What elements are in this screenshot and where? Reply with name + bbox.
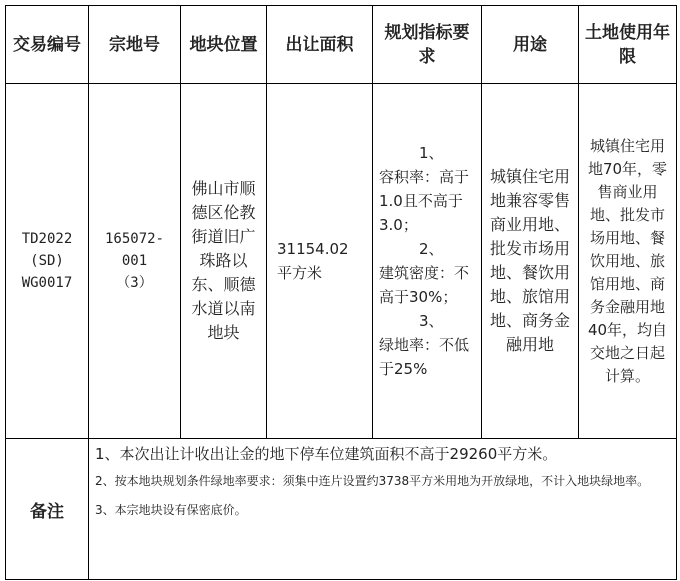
parcel-no-cell: 165072- 001 （3） xyxy=(89,84,181,439)
remark-note-2: 2、按本地块规划条件绿地率要求：须集中连片设置约3738平方米用地为开放绿地，不计入地块绿地率。 xyxy=(95,474,650,488)
remark-label: 备注 xyxy=(6,439,89,580)
remark-note-3: 3、本宗地块设有保密底价。 xyxy=(95,503,247,517)
header-row xyxy=(6,6,677,84)
planning-item-text: 建筑密度：不高于30%； xyxy=(379,264,470,306)
header-area: 出让面积 xyxy=(267,6,373,84)
remark-note-1: 1、本次出让计收出让金的地下停车位建筑面积不高于29260平方米。 xyxy=(95,445,558,463)
planning-item-number: 2、 xyxy=(419,240,444,258)
planning-item-number: 3、 xyxy=(419,312,444,330)
header-trade-no: 交易编号 xyxy=(6,6,89,84)
header-planning: 规划指标要求 xyxy=(373,6,482,84)
area-unit: 平方米 xyxy=(277,264,323,282)
usage-cell: 城镇住宅用地兼容零售商业用地、批发市场用地、餐饮用地、旅馆用地、商务金融用地 xyxy=(482,84,579,439)
area-value: 31154.02 xyxy=(277,240,349,258)
area-cell xyxy=(267,84,373,439)
planning-item-text: 绿地率：不低于25% xyxy=(379,336,470,378)
table-row xyxy=(6,84,677,439)
remark-notes xyxy=(89,439,677,580)
header-parcel-no: 宗地号 xyxy=(89,6,181,84)
term-cell: 城镇住宅用地70年，零售商业用地、批发市场用地、餐饮用地、旅馆用地、商务金融用地40年，均自交地之日起计算。 xyxy=(579,84,677,439)
planning-cell xyxy=(373,84,482,439)
header-usage: 用途 xyxy=(482,6,579,84)
header-term: 土地使用年限 xyxy=(579,6,677,84)
location-cell: 佛山市顺德区伦教街道旧广珠路以东、顺德水道以南地块 xyxy=(181,84,267,439)
planning-item-number: 1、 xyxy=(419,144,444,162)
trade-no-cell: TD2022 (SD) WG0017 xyxy=(6,84,89,439)
land-parcel-table xyxy=(5,5,677,580)
header-location: 地块位置 xyxy=(181,6,267,84)
planning-item-text: 容积率：高于1.0且不高于3.0； xyxy=(379,168,470,234)
remark-row xyxy=(6,439,677,580)
